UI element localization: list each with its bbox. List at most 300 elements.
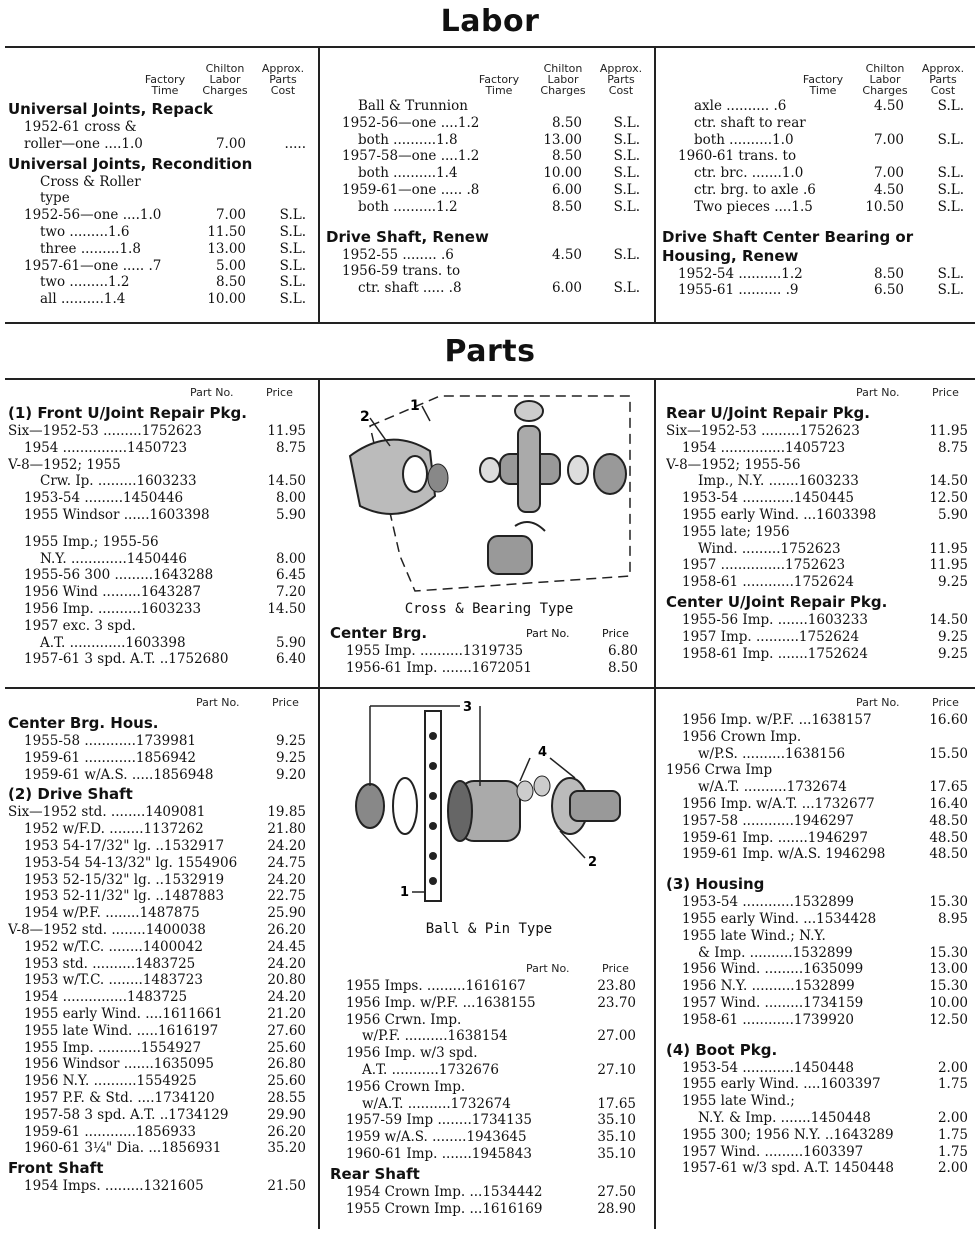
part-price: 23.80 xyxy=(597,978,636,994)
parts-column-header xyxy=(666,382,972,402)
part-price: 15.30 xyxy=(929,894,968,911)
part-description: 1959-61 Imp. .......1946297 xyxy=(682,829,868,846)
part-description: & Imp. ..........1532899 xyxy=(698,944,853,961)
part-row xyxy=(330,995,648,1012)
part-description: 1955 300; 1956 N.Y. ..1643289 xyxy=(682,1126,894,1143)
part-description: 1952 w/F.D. ........1137262 xyxy=(24,821,204,838)
part-price: 2.00 xyxy=(937,1059,968,1076)
parts-cost: S.L. xyxy=(613,198,640,215)
part-row xyxy=(8,1040,308,1057)
labor-row xyxy=(662,182,974,199)
part-price: 27.50 xyxy=(597,1183,636,1200)
part-description: 1956 Imp. w/P.F. ...1638157 xyxy=(682,712,872,728)
part-description: 1956 Imp. w/3 spd. xyxy=(346,1045,478,1062)
part-description: 1953-54 ............1532899 xyxy=(682,894,855,911)
part-row xyxy=(8,838,308,855)
parts-cost: S.L. xyxy=(937,165,964,182)
part-no-header: Part No. xyxy=(856,386,900,399)
part-row xyxy=(8,989,308,1006)
part-description: 1954 ...............1450723 xyxy=(24,439,188,456)
callout-4: 4 xyxy=(538,745,548,760)
part-description: N.Y. & Imp. .......1450448 xyxy=(698,1109,871,1126)
part-description: Six—1952-53 .........1752623 xyxy=(8,423,202,439)
part-price: 35.10 xyxy=(597,1145,636,1162)
part-row xyxy=(8,534,308,551)
part-description: 1953 w/T.C. ........1483723 xyxy=(24,972,203,989)
price-header: Price xyxy=(602,627,629,640)
part-price: 13.00 xyxy=(929,961,968,978)
labor-charge: 7.00 xyxy=(215,135,246,152)
labor-row xyxy=(326,132,648,149)
parts-cost: S.L. xyxy=(937,265,964,282)
parts-cost: S.L. xyxy=(613,280,640,297)
part-description: 1957 Wind. .........1603397 xyxy=(682,1143,864,1160)
labor-row xyxy=(8,258,312,275)
section-heading: Center Brg. Part No. Price xyxy=(330,624,629,642)
part-price: 29.90 xyxy=(267,1106,306,1123)
part-price: 17.65 xyxy=(597,1095,636,1112)
spacer xyxy=(8,524,308,534)
labor-charge: 8.50 xyxy=(551,114,582,131)
part-price: 15.30 xyxy=(929,944,968,961)
part-description: 1953-54 ............1450445 xyxy=(682,490,855,507)
part-description: 1955-56 300 .........1643288 xyxy=(24,567,214,584)
labor-row xyxy=(8,119,312,136)
factory-time-header: Factory Time xyxy=(802,73,844,97)
part-price: 15.30 xyxy=(929,978,968,995)
part-price: 6.45 xyxy=(275,567,306,584)
ball-pin-figure-panel xyxy=(330,696,648,1230)
part-row xyxy=(330,1184,648,1201)
part-description: 1956 N.Y. ..........1554925 xyxy=(24,1073,197,1090)
part-row xyxy=(8,507,308,524)
part-row xyxy=(8,1090,308,1107)
part-row xyxy=(666,830,972,847)
part-description: 1957 P.F. & Std. ....1734120 xyxy=(24,1089,215,1106)
part-price: 8.75 xyxy=(937,439,968,456)
part-row xyxy=(666,894,972,911)
part-row xyxy=(8,1107,308,1124)
part-price: 12.50 xyxy=(929,490,968,507)
labor-row xyxy=(662,132,974,149)
part-price: 26.80 xyxy=(267,1056,306,1073)
part-description: 1955 Crown Imp. ...1616169 xyxy=(346,1200,543,1217)
part-price: 9.25 xyxy=(275,749,306,766)
part-row xyxy=(666,796,972,813)
part-price: 27.10 xyxy=(597,1061,636,1078)
labor-column-1 xyxy=(8,52,312,320)
operation: all ..........1.4 xyxy=(40,291,126,308)
parts-cost: ..... xyxy=(284,135,306,152)
part-row xyxy=(8,1124,308,1141)
part-price: 26.20 xyxy=(267,1123,306,1140)
part-description: N.Y. .............1450446 xyxy=(40,550,187,567)
part-price: 27.60 xyxy=(267,1022,306,1039)
part-description: 1955 late Wind.; xyxy=(682,1093,795,1110)
part-row xyxy=(666,911,972,928)
part-price: 1.75 xyxy=(937,1076,968,1093)
parts-cost: S.L. xyxy=(937,282,964,299)
part-description: 1956 Crwa Imp xyxy=(666,762,773,779)
part-row xyxy=(8,767,308,784)
part-description: 1959-61 w/A.S. .....1856948 xyxy=(24,766,214,783)
labor-row xyxy=(662,98,974,115)
part-price: 14.50 xyxy=(267,473,306,490)
factory-time-header: Factory Time xyxy=(144,73,186,97)
part-row xyxy=(8,972,308,989)
labor-row xyxy=(8,224,312,241)
operation: 1952-56—one ....1.0 xyxy=(24,207,162,224)
labor-column-3 xyxy=(662,52,974,320)
section-heading: Center Brg. Hous. xyxy=(8,714,159,732)
part-row xyxy=(8,956,308,973)
part-description: w/P.S. ..........1638156 xyxy=(698,745,846,762)
part-row xyxy=(666,541,972,558)
part-row xyxy=(666,557,972,574)
part-no-header: Part No. xyxy=(190,386,234,399)
part-price: 14.50 xyxy=(267,600,306,617)
labor-column-2 xyxy=(326,52,648,320)
part-description: 1955 Imps. .........1616167 xyxy=(346,978,526,994)
labor-charge: 10.00 xyxy=(207,291,246,308)
part-description: Crw. Ip. .........1603233 xyxy=(40,473,197,490)
part-description: 1956 Crwn. Imp. xyxy=(346,1011,462,1028)
part-description: 1956 Windsor .......1635095 xyxy=(24,1056,214,1073)
operation: 1952-55 ........ .6 xyxy=(342,246,454,263)
section-heading: Drive Shaft, Renew xyxy=(326,227,489,246)
callout-1: 1 xyxy=(410,398,420,414)
part-price: 35.10 xyxy=(597,1112,636,1129)
part-description: 1955 late Wind.; N.Y. xyxy=(682,927,826,944)
spacer xyxy=(326,216,648,226)
part-description: 1958-61 Imp. .......1752624 xyxy=(682,645,868,662)
spacer xyxy=(666,1029,972,1039)
labor-row xyxy=(8,207,312,224)
parts-middle-rule xyxy=(5,687,975,689)
section-heading: Front Shaft xyxy=(8,1159,104,1178)
center-brg-block xyxy=(330,622,648,677)
operation: both ..........1.4 xyxy=(358,165,458,182)
part-row xyxy=(330,1201,648,1218)
labor-column-header xyxy=(326,52,648,98)
part-price: 8.00 xyxy=(275,550,306,567)
operation: ctr. brc. .......1.0 xyxy=(694,165,804,182)
parts-cost: S.L. xyxy=(937,198,964,215)
part-price: 9.25 xyxy=(937,645,968,662)
operation: both ..........1.0 xyxy=(694,131,794,148)
part-description: 1953-54 54-13/32" lg. 1554906 xyxy=(24,854,238,871)
callout-2: 2 xyxy=(360,409,370,425)
parts-cost: S.L. xyxy=(613,246,640,263)
labor-divider-2 xyxy=(654,47,656,322)
labor-charge: 8.50 xyxy=(873,265,904,282)
part-price: 8.00 xyxy=(275,490,306,507)
operation: Cross & Roller xyxy=(40,173,141,190)
part-price: 1.75 xyxy=(937,1143,968,1160)
part-description: 1958-61 ............1739920 xyxy=(682,1011,855,1028)
labor-charge: 6.00 xyxy=(551,181,582,198)
part-row xyxy=(330,1028,648,1045)
operation: 1959-61—one ..... .8 xyxy=(342,181,480,198)
part-row xyxy=(8,473,308,490)
part-description: 1954 ...............1483725 xyxy=(24,989,188,1006)
part-description: 1955-58 ............1739981 xyxy=(24,733,197,749)
labor-column-header xyxy=(662,52,974,98)
part-price: 24.20 xyxy=(267,837,306,854)
part-row xyxy=(666,612,972,629)
part-price: 21.50 xyxy=(267,1178,306,1195)
part-row xyxy=(330,1129,648,1146)
operation: 1957-58—one ....1.2 xyxy=(342,148,480,165)
part-row xyxy=(8,804,308,821)
part-description: 1954 Imps. .........1321605 xyxy=(24,1178,204,1195)
part-description: 1955 early Wind. ...1534428 xyxy=(682,910,877,927)
part-price: 21.20 xyxy=(267,1005,306,1022)
part-price: 11.95 xyxy=(929,423,968,439)
part-description: V-8—1952 std. ........1400038 xyxy=(8,921,206,938)
part-price: 15.50 xyxy=(929,745,968,762)
price-header: Price xyxy=(932,696,959,709)
part-price: 23.70 xyxy=(597,994,636,1011)
part-row xyxy=(8,490,308,507)
part-row xyxy=(666,779,972,796)
part-price: 22.75 xyxy=(267,888,306,905)
labor-row xyxy=(8,291,312,308)
price-header: Price xyxy=(932,386,959,399)
part-description: 1955 early Wind. ...1603398 xyxy=(682,506,877,523)
approx-parts-header: Approx. Parts Cost xyxy=(599,62,643,97)
part-row xyxy=(8,584,308,601)
part-description: 1956 Imp. w/A.T. ...1732677 xyxy=(682,795,875,812)
part-description: 1955 Imp. ..........1554927 xyxy=(24,1039,202,1056)
part-row xyxy=(8,872,308,889)
cross-bearing-caption: Cross & Bearing Type xyxy=(404,601,574,617)
part-description: 1957 ...............1752623 xyxy=(682,557,846,574)
labor-row xyxy=(326,182,648,199)
part-price: 24.20 xyxy=(267,955,306,972)
parts-cost: S.L. xyxy=(937,181,964,198)
part-description: 1956 Imp. w/P.F. ...1638155 xyxy=(346,994,536,1011)
labor-row xyxy=(326,148,648,165)
drive-shaft-column xyxy=(8,692,308,1230)
part-description: 1955 Windsor ......1603398 xyxy=(24,506,210,523)
part-price: 8.75 xyxy=(275,439,306,456)
part-row xyxy=(666,1060,972,1077)
spacer xyxy=(662,216,974,226)
part-description: V-8—1952; 1955-56 xyxy=(666,456,801,473)
labor-divider-1 xyxy=(318,47,320,322)
section-heading: Rear Shaft xyxy=(330,1164,420,1183)
part-description: 1956 Wind. .........1635099 xyxy=(682,961,864,978)
part-description: 1952 w/T.C. ........1400042 xyxy=(24,938,203,955)
part-row xyxy=(8,423,308,440)
part-price: 48.50 xyxy=(929,829,968,846)
part-row xyxy=(8,733,308,750)
part-price: 24.75 xyxy=(267,854,306,871)
part-description: 1957 exc. 3 spd. xyxy=(24,617,136,634)
operation: both ..........1.2 xyxy=(358,198,458,215)
approx-parts-header: Approx. Parts Cost xyxy=(921,62,965,97)
part-row xyxy=(666,457,972,474)
operation: 1952-56—one ....1.2 xyxy=(342,114,480,131)
parts-cost: S.L. xyxy=(613,131,640,148)
part-row xyxy=(8,551,308,568)
operation: ctr. shaft ..... .8 xyxy=(358,280,462,297)
labor-charge: 6.00 xyxy=(551,280,582,297)
labor-charge: 10.50 xyxy=(865,198,904,215)
part-row xyxy=(8,750,308,767)
labor-charge: 4.50 xyxy=(873,98,904,114)
operation: 1960-61 trans. to xyxy=(678,148,797,165)
operation: type xyxy=(40,190,70,207)
labor-row xyxy=(662,266,974,283)
part-no-header: Part No. xyxy=(526,962,570,975)
section-heading: Center U/Joint Repair Pkg. xyxy=(666,592,888,611)
part-row xyxy=(666,762,972,779)
labor-row xyxy=(326,199,648,216)
part-price: 1.75 xyxy=(937,1126,968,1143)
part-price: 11.95 xyxy=(929,540,968,557)
part-price: 20.80 xyxy=(267,972,306,989)
part-row xyxy=(8,855,308,872)
part-no-header: Part No. xyxy=(856,696,900,709)
labor-charge: 11.50 xyxy=(207,223,246,240)
part-description: 1957-61 w/3 spd. A.T. 1450448 xyxy=(682,1160,894,1177)
part-description: 1956 N.Y. ..........1532899 xyxy=(682,978,855,995)
part-row xyxy=(8,888,308,905)
part-price: 9.25 xyxy=(937,628,968,645)
part-price: 7.20 xyxy=(275,584,306,601)
part-price: 8.50 xyxy=(607,659,638,676)
parts-column-header xyxy=(666,692,972,712)
operation: axle .......... .6 xyxy=(694,98,787,114)
housing-boot-column xyxy=(666,692,972,1230)
ball-pin-diagram xyxy=(330,696,648,921)
labor-row xyxy=(326,247,648,264)
callout-2b: 2 xyxy=(588,855,598,870)
labor-row xyxy=(326,115,648,132)
part-no-header: Part No. xyxy=(526,627,570,640)
part-row xyxy=(330,1096,648,1113)
part-row xyxy=(8,939,308,956)
labor-row xyxy=(662,199,974,216)
section-heading: (4) Boot Pkg. xyxy=(666,1040,778,1059)
part-price: 24.20 xyxy=(267,871,306,888)
part-row xyxy=(330,978,648,995)
part-price: 9.20 xyxy=(275,766,306,783)
labor-row xyxy=(662,115,974,132)
part-row xyxy=(330,1112,648,1129)
operation: Ball & Trunnion xyxy=(358,98,468,114)
part-row xyxy=(8,651,308,668)
part-description: 1957-58 3 spd. A.T. ..1734129 xyxy=(24,1106,229,1123)
part-row xyxy=(666,961,972,978)
part-row xyxy=(666,729,972,746)
operation: 1956-59 trans. to xyxy=(342,263,461,280)
labor-charge: 8.50 xyxy=(551,198,582,215)
part-no-header: Part No. xyxy=(196,696,240,709)
part-description: w/A.T. ..........1732674 xyxy=(362,1095,511,1112)
labor-top-rule xyxy=(5,46,975,48)
labor-charge: 13.00 xyxy=(543,131,582,148)
part-description: 1955 late; 1956 xyxy=(682,523,790,540)
part-row xyxy=(666,1110,972,1127)
part-description: w/A.T. ..........1732674 xyxy=(698,779,847,796)
labor-charge: 7.00 xyxy=(873,131,904,148)
part-price: 16.60 xyxy=(929,712,968,728)
section-heading: (2) Drive Shaft xyxy=(8,785,133,804)
part-row xyxy=(8,1023,308,1040)
part-row xyxy=(666,813,972,830)
price-header: Price xyxy=(266,386,293,399)
parts-top-rule xyxy=(5,378,975,380)
cross-bearing-diagram xyxy=(330,386,648,601)
part-row xyxy=(666,1144,972,1161)
operation: roller—one ....1.0 xyxy=(24,135,143,152)
part-price: 6.80 xyxy=(607,643,638,659)
part-row xyxy=(666,629,972,646)
operation: 1952-61 cross & xyxy=(24,119,137,135)
part-price: 16.40 xyxy=(929,795,968,812)
operation: ctr. brg. to axle .6 xyxy=(694,181,816,198)
part-row xyxy=(8,440,308,457)
operation: Two pieces ....1.5 xyxy=(694,198,813,215)
parts-cost: S.L. xyxy=(279,240,306,257)
part-description: Six—1952-53 .........1752623 xyxy=(666,423,860,439)
part-description: 1955 early Wind. ....1611661 xyxy=(24,1005,223,1022)
labor-charge: 5.00 xyxy=(215,257,246,274)
part-price: 17.65 xyxy=(929,779,968,796)
chilton-labor-header: Chilton Labor Charges xyxy=(540,62,586,97)
parts-cost: S.L. xyxy=(279,257,306,274)
spacer xyxy=(666,863,972,873)
part-description: 1956 Crown Imp. xyxy=(682,728,802,745)
part-description: Wind. .........1752623 xyxy=(698,540,841,557)
callout-3: 3 xyxy=(463,700,473,715)
part-description: 1957-58 ............1946297 xyxy=(682,812,855,829)
labor-row xyxy=(326,263,648,280)
part-description: 1954 ...............1405723 xyxy=(682,439,846,456)
section-heading: Rear U/Joint Repair Pkg. xyxy=(666,404,870,422)
part-price: 27.00 xyxy=(597,1028,636,1045)
part-row xyxy=(330,1045,648,1062)
labor-row xyxy=(662,165,974,182)
labor-row xyxy=(662,282,974,299)
part-description: 1957 Wind. .........1734159 xyxy=(682,994,864,1011)
part-description: A.T. ...........1732676 xyxy=(362,1061,499,1078)
operation: 1957-61—one ..... .7 xyxy=(24,257,162,274)
parts-cost: S.L. xyxy=(937,98,964,114)
labor-charge: 6.50 xyxy=(873,282,904,299)
labor-bottom-rule xyxy=(5,322,975,324)
part-description: A.T. .............1603398 xyxy=(40,634,186,651)
labor-row xyxy=(662,148,974,165)
callout-1b: 1 xyxy=(400,885,410,900)
part-row xyxy=(666,646,972,663)
part-row xyxy=(666,524,972,541)
part-price: 35.10 xyxy=(597,1129,636,1146)
part-row xyxy=(8,905,308,922)
labor-row xyxy=(8,174,312,191)
part-description: 1955 late Wind. .....1616197 xyxy=(24,1022,219,1039)
part-description: Six—1952 std. ........1409081 xyxy=(8,804,206,821)
part-description: 1960-61 3¼" Dia. ...1856931 xyxy=(24,1140,222,1157)
part-row xyxy=(666,423,972,440)
part-row xyxy=(8,1140,308,1157)
part-description: 1953-54 .........1450446 xyxy=(24,490,184,507)
part-price: 5.90 xyxy=(275,506,306,523)
part-row xyxy=(330,660,648,677)
